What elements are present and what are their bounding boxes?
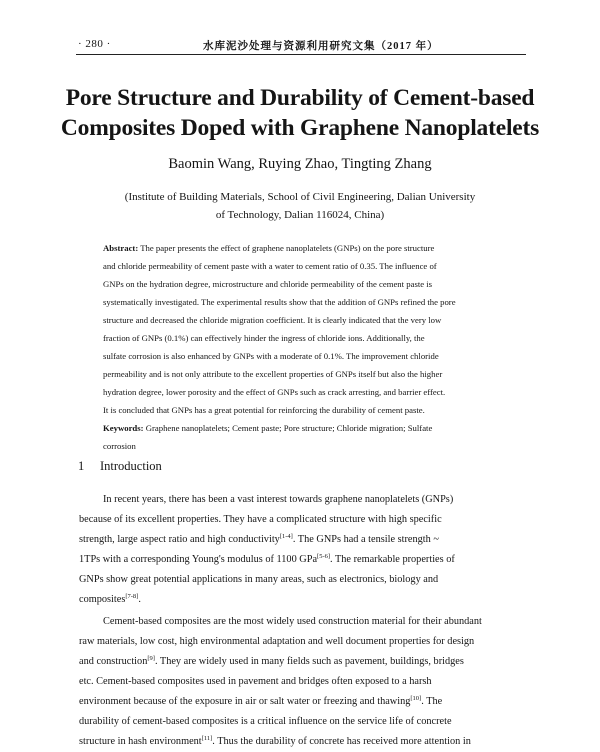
abstract-line: systematically investigated. The experimental results show that the addition of GNPs refined the pore — [103, 297, 456, 307]
abstract-line: GNPs on the hydration degree, microstructure and chloride permeability of the cement paste is — [103, 279, 433, 289]
text-run: . The — [421, 696, 443, 707]
text-run: . The GNPs had a tensile strength ~ — [292, 534, 439, 545]
abstract-line: permeability and is not only attribute to the excellent properties of GNPs itself but also the higher — [103, 369, 443, 379]
abstract-line: structure and decreased the chloride migration coefficient. It is clearly indicated that the very low — [103, 315, 442, 325]
abstract-line — [103, 239, 523, 257]
abstract-label: Abstract: — [103, 243, 139, 253]
abstract-line: and chloride permeability of cement paste with a water to cement ratio of 0.35. The influence of — [103, 261, 437, 271]
paragraph-line — [79, 692, 525, 712]
affiliation-line-2: of Technology, Dalian 116024, China) — [215, 209, 385, 221]
text-run: environment because of the exposure in air or salt water or freezing and thawing — [79, 696, 411, 707]
paragraph-line: because of its excellent properties. They have a complicated structure with high specific — [79, 514, 442, 525]
abstract-text: The paper presents the effect of graphene nanoplatelets (GNPs) on the pore structure — [140, 243, 435, 253]
citation: [5-6] — [317, 553, 331, 560]
journal-title: 水库泥沙处理与资源利用研究文集（2017 年） — [203, 41, 439, 52]
section-title: Introduction — [100, 459, 162, 473]
citation: [7-8] — [125, 593, 139, 600]
paragraph-line — [79, 732, 525, 752]
abstract-line: It is concluded that GNPs has a great potential for reinforcing the durability of cement paste. — [103, 405, 425, 415]
section-heading — [78, 459, 162, 474]
paragraph-line — [79, 590, 525, 610]
text-run: composites — [79, 594, 126, 605]
text-run: . The remarkable properties of — [330, 554, 455, 565]
paragraph-line: In recent years, there has been a vast interest towards graphene nanoplatelets (GNPs) — [103, 494, 454, 505]
abstract-line: sulfate corrosion is also enhanced by GNPs with a moderate of 0.1%. The improvement chloride — [103, 351, 439, 361]
citation: [11] — [201, 735, 213, 742]
paragraph-line: etc. Cement-based composites used in pavement and bridges often exposed to a harsh — [79, 676, 432, 687]
paragraph-line — [79, 550, 525, 570]
paragraph-line: GNPs show great potential applications in many areas, such as electronics, biology and — [79, 574, 439, 585]
text-run: 1TPs with a corresponding Young's modulus of 1100 GPa — [79, 554, 318, 565]
keywords-line — [103, 419, 523, 437]
section-number: 1 — [78, 459, 85, 473]
text-run: strength, large aspect ratio and high conductivity — [79, 534, 280, 545]
page-number: · 280 · — [78, 38, 111, 50]
affiliation-line-1: (Institute of Building Materials, School of Civil Engineering, Dalian University — [124, 191, 476, 203]
citation: [10] — [410, 695, 422, 702]
paragraph-line: durability of cement-based composites is a critical influence on the service life of concrete — [79, 716, 452, 727]
abstract-line: fraction of GNPs (0.1%) can effectively hinder the ingress of chloride ions. Additionally, the — [103, 333, 425, 343]
paper-title-line-2: Composites Doped with Graphene Nanoplatelets — [60, 115, 540, 141]
text-run: . Thus the durability of concrete has received more attention in — [212, 736, 471, 747]
abstract-line: hydration degree, lower porosity and the effect of GNPs such as crack arresting, and barrier effect. — [103, 387, 446, 397]
paragraph-line — [79, 652, 525, 672]
author-list: Baomin Wang, Ruying Zhao, Tingting Zhang — [168, 156, 432, 172]
text-run: structure in hash environment — [79, 736, 202, 747]
keywords-label: Keywords: — [103, 423, 144, 433]
citation: [1-4] — [279, 533, 293, 540]
text-run: . They are widely used in many fields such as pavement, buildings, bridges — [154, 656, 464, 667]
keywords-text: Graphene nanoplatelets; Cement paste; Pore structure; Chloride migration; Sulfate — [145, 423, 433, 433]
paper-title-line-1: Pore Structure and Durability of Cement-based — [65, 85, 535, 111]
citation: [9] — [147, 655, 155, 662]
header-rule — [76, 54, 526, 55]
text-run: and construction — [79, 656, 148, 667]
paragraph-line: raw materials, low cost, high environmental adaptation and well document properties for design — [79, 636, 475, 647]
paragraph-line — [79, 530, 525, 550]
running-header — [78, 38, 526, 52]
keywords-line: corrosion — [103, 441, 136, 451]
text-run: . — [138, 594, 141, 605]
paragraph-line: Cement-based composites are the most widely used construction material for their abundant — [103, 616, 482, 627]
